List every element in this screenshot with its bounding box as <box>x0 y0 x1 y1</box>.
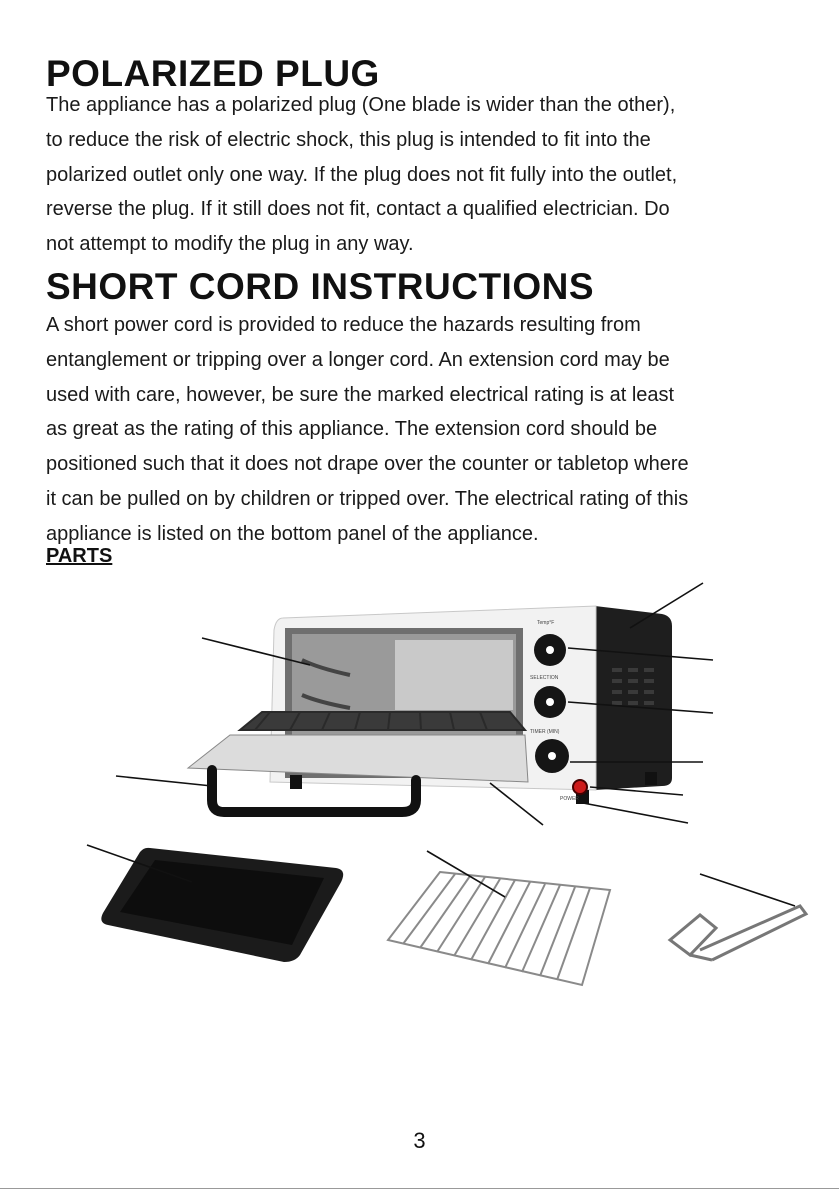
text-line: A short power cord is provided to reduce the hazards resulting from <box>46 314 641 336</box>
timer-knob <box>535 739 569 773</box>
timer-label: TIMER (MIN) <box>530 729 560 735</box>
power-label: POWER <box>560 796 579 802</box>
divider <box>0 1188 839 1189</box>
temp-label: Temp°F <box>537 620 555 626</box>
baking-tray <box>101 848 343 962</box>
text-line: to reduce the risk of electric shock, this plug is intended to fit into the <box>46 128 651 151</box>
text-line: used with care, however, be sure the marked electrical rating is at least <box>46 383 675 406</box>
text-line: appliance is listed on the bottom panel of the appliance. <box>46 522 539 545</box>
parts-illustration <box>0 570 839 1000</box>
text-line: as great as the rating of this appliance. The extension cord should be <box>46 418 658 441</box>
temperature-knob <box>534 634 566 666</box>
selection-label: SELECTION <box>530 675 559 681</box>
text-line: polarized outlet only one way. If the plug does not fit fully into the outlet, <box>46 163 678 186</box>
text-line: positioned such that it does not drape over the counter or tabletop where <box>46 453 689 476</box>
rack-handle <box>670 906 806 960</box>
function-knob <box>534 686 566 718</box>
power-light <box>573 780 587 794</box>
polarized-plug-text <box>46 88 806 262</box>
parts-heading: PARTS <box>46 545 113 567</box>
oven-rack <box>240 712 525 730</box>
oven-door <box>188 735 528 782</box>
text-line: entanglement or tripping over a longer cord. An extension cord may be <box>46 348 670 371</box>
text-line: it can be pulled on by children or tripped over. The electrical rating of this <box>46 487 689 510</box>
polarized-plug-heading: POLARIZED PLUG <box>46 53 380 94</box>
text-line: not attempt to modify the plug in any way. <box>46 233 414 256</box>
wire-rack <box>388 872 610 985</box>
short-cord-heading: SHORT CORD INSTRUCTIONS <box>46 266 594 307</box>
short-cord-text <box>46 308 806 552</box>
page-number: 3 <box>413 1128 426 1153</box>
text-line: The appliance has a polarized plug (One blade is wider than the other), <box>46 94 676 116</box>
text-line: reverse the plug. If it still does not fit, contact a qualified electrician. Do <box>46 198 670 221</box>
